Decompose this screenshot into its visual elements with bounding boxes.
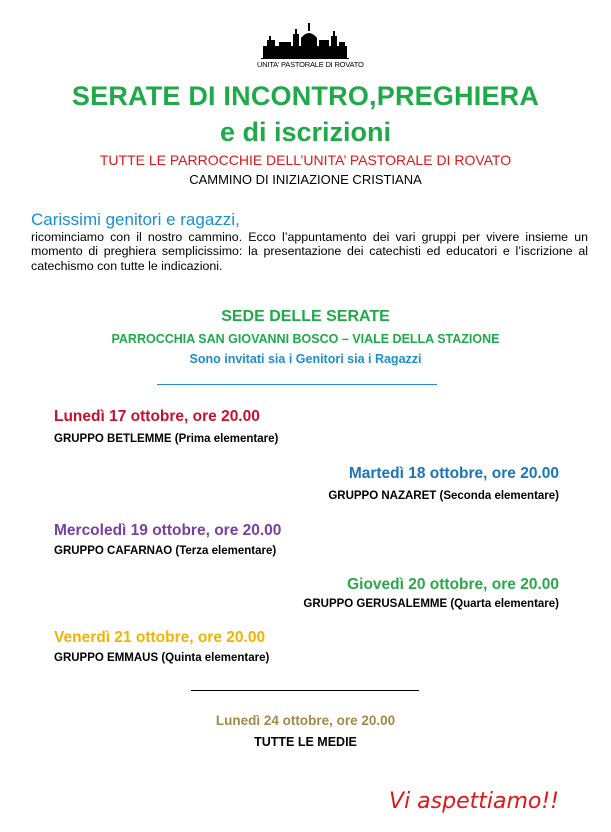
venue-note: Sono invitati sia i Genitori sia i Ragazzi xyxy=(189,352,422,366)
intro-paragraph: ricominciamo con il nostro cammino. Ecco l’appuntamento dei vari gruppi per vivere insieme un momento di preghiera semplicissimo: la presentazione dei catechisti ed educatori e l’iscrizione al catechismo con tutte le indicazioni. xyxy=(31,230,588,273)
logo-caption: UNITA' PASTORALE DI ROVATO xyxy=(257,60,364,69)
meeting-date: Mercoledì 19 ottobre, ore 20.00 xyxy=(54,522,282,539)
divider xyxy=(157,384,437,385)
meeting-group: GRUPPO CAFARNAO (Terza elementare) xyxy=(54,545,277,557)
page-title: SERATE DI INCONTRO,PREGHIERA xyxy=(71,81,540,111)
venue-name: PARROCCHIA SAN GIOVANNI BOSCO – VIALE DELLA STAZIONE xyxy=(111,332,500,346)
meeting-group: GRUPPO GERUSALEMME (Quarta elementare) xyxy=(303,598,559,610)
divider xyxy=(191,690,419,691)
meeting-group: GRUPPO EMMAUS (Quinta elementare) xyxy=(54,652,270,664)
final-meeting-group: TUTTE LE MEDIE xyxy=(254,735,357,749)
meeting-date: Martedì 18 ottobre, ore 20.00 xyxy=(348,465,559,482)
closing-message: Vi aspettiamo!! xyxy=(389,789,559,814)
meeting-group: GRUPPO NAZARET (Seconda elementare) xyxy=(328,490,559,502)
venue-heading: SEDE DELLE SERATE xyxy=(221,308,390,325)
meeting-date: Venerdì 21 ottobre, ore 20.00 xyxy=(54,629,266,646)
meeting-date: Lunedì 17 ottobre, ore 20.00 xyxy=(54,408,260,425)
page-title-line2: e di iscrizioni xyxy=(219,117,392,147)
church-skyline-icon xyxy=(257,20,353,60)
subtitle-program: CAMMINO DI INIZIAZIONE CRISTIANA xyxy=(189,172,422,187)
greeting: Carissimi genitori e ragazzi, xyxy=(31,210,240,229)
meeting-group: GRUPPO BETLEMME (Prima elementare) xyxy=(54,433,279,445)
meeting-date: Giovedì 20 ottobre, ore 20.00 xyxy=(347,576,559,593)
parish-logo xyxy=(257,20,364,72)
subtitle-parishes: TUTTE LE PARROCCHIE DELL’UNITA’ PASTORALE DI ROVATO xyxy=(99,152,512,168)
final-meeting-date: Lunedì 24 ottobre, ore 20.00 xyxy=(215,713,396,728)
